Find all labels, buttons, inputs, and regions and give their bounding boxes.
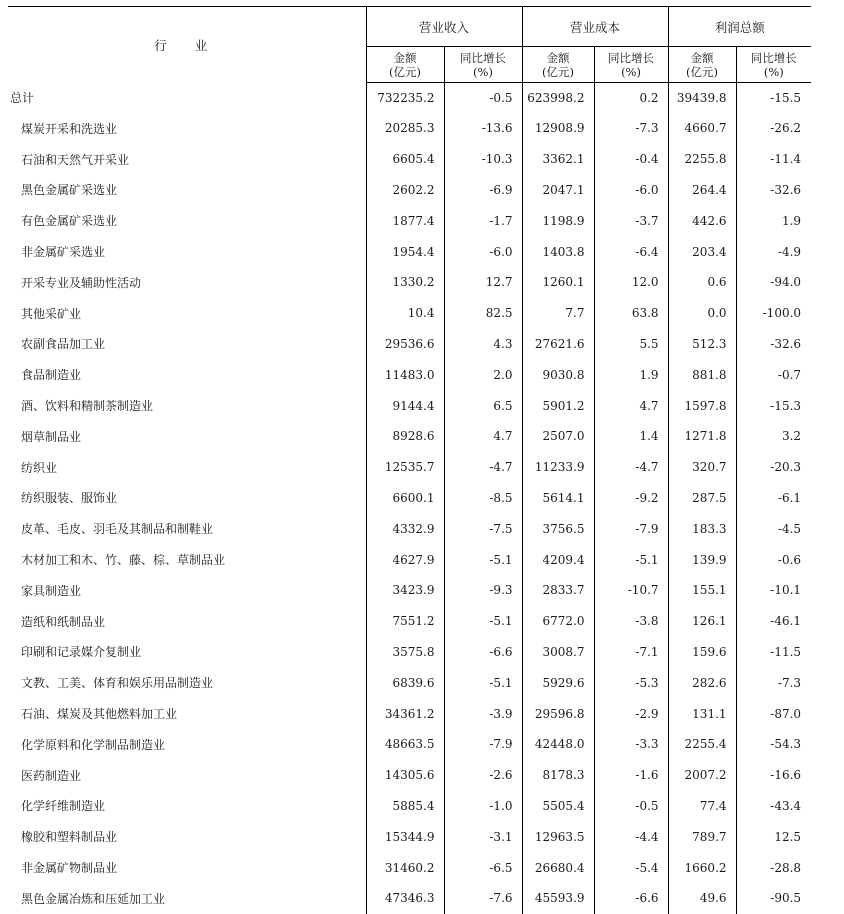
table-row bbox=[8, 637, 811, 668]
revenue-amount-header: 金额 (亿元) bbox=[366, 47, 444, 83]
revenue-growth-cell: -1.7 bbox=[444, 205, 522, 236]
cost-growth-cell: -3.7 bbox=[594, 205, 668, 236]
cost-growth-cell: -0.5 bbox=[594, 791, 668, 822]
profit-growth-cell: -4.9 bbox=[777, 244, 802, 259]
cost-amount-cell: 2047.1 bbox=[522, 175, 594, 206]
profit-growth-cell: -90.5 bbox=[770, 891, 802, 906]
cost-growth-cell: -9.2 bbox=[594, 483, 668, 514]
profit-group-header: 利润总额 bbox=[668, 7, 811, 47]
profit-amount-cell: 203.4 bbox=[668, 236, 736, 267]
cost-growth-cell: -4.4 bbox=[594, 821, 668, 852]
cost-amount-cell: 623998.2 bbox=[522, 83, 594, 114]
industry-name-cell: 纺织业 bbox=[8, 452, 366, 483]
cost-growth-cell: -6.0 bbox=[594, 175, 668, 206]
profit-growth-cell: -15.5 bbox=[770, 91, 802, 105]
cost-growth-cell: -1.6 bbox=[594, 760, 668, 791]
profit-growth-cell: -6.1 bbox=[777, 490, 802, 505]
profit-amount-cell: 789.7 bbox=[668, 821, 736, 852]
industry-name-cell: 开采专业及辅助性活动 bbox=[8, 267, 366, 298]
revenue-growth-cell: -7.6 bbox=[444, 883, 522, 914]
cost-amount-cell: 12963.5 bbox=[522, 821, 594, 852]
revenue-amount-cell: 8928.6 bbox=[366, 421, 444, 452]
revenue-growth-cell: 4.3 bbox=[444, 329, 522, 360]
profit-growth-cell: -7.3 bbox=[777, 675, 802, 690]
profit-growth-cell: 3.2 bbox=[781, 429, 802, 444]
cost-growth-cell: -6.4 bbox=[594, 236, 668, 267]
industry-name-cell: 黑色金属矿采选业 bbox=[8, 175, 366, 206]
cost-growth-cell: 0.2 bbox=[594, 83, 668, 114]
industry-name-cell: 纺织服装、服饰业 bbox=[8, 483, 366, 514]
profit-amount-cell: 139.9 bbox=[668, 544, 736, 575]
profit-amount-cell: 2255.8 bbox=[668, 144, 736, 175]
profit-growth-cell: -0.6 bbox=[777, 552, 802, 567]
industry-column-header: 行 业 bbox=[8, 7, 366, 83]
profit-growth-cell: -43.4 bbox=[770, 798, 802, 813]
cost-amount-cell: 1403.8 bbox=[522, 236, 594, 267]
profit-growth-cell: -32.6 bbox=[770, 182, 802, 197]
profit-growth-cell: 1.9 bbox=[781, 213, 802, 228]
cost-growth-cell: -7.9 bbox=[594, 513, 668, 544]
table-row bbox=[8, 144, 811, 175]
profit-growth-cell: -54.3 bbox=[770, 737, 802, 752]
revenue-growth-cell: -10.3 bbox=[444, 144, 522, 175]
revenue-amount-cell: 34361.2 bbox=[366, 698, 444, 729]
industry-name-cell: 非金属矿采选业 bbox=[8, 236, 366, 267]
revenue-growth-header: 同比增长 (%) bbox=[444, 47, 522, 83]
revenue-amount-cell: 9144.4 bbox=[366, 390, 444, 421]
profit-growth-cell: -10.1 bbox=[770, 583, 802, 598]
cost-amount-cell: 11233.9 bbox=[522, 452, 594, 483]
profit-amount-cell: 1271.8 bbox=[668, 421, 736, 452]
cost-amount-cell: 2833.7 bbox=[522, 575, 594, 606]
profit-growth-cell: -0.7 bbox=[777, 367, 802, 382]
cost-amount-cell: 5614.1 bbox=[522, 483, 594, 514]
table-row bbox=[8, 606, 811, 637]
revenue-amount-cell: 7551.2 bbox=[366, 606, 444, 637]
revenue-amount-cell: 2602.2 bbox=[366, 175, 444, 206]
revenue-growth-cell: -8.5 bbox=[444, 483, 522, 514]
profit-amount-cell: 264.4 bbox=[668, 175, 736, 206]
revenue-growth-cell: 4.7 bbox=[444, 421, 522, 452]
revenue-amount-cell: 1877.4 bbox=[366, 205, 444, 236]
profit-growth-cell: -87.0 bbox=[770, 706, 802, 721]
industry-name-cell: 石油、煤炭及其他燃料加工业 bbox=[8, 698, 366, 729]
table-row bbox=[8, 544, 811, 575]
revenue-growth-cell: -5.1 bbox=[444, 606, 522, 637]
table-row bbox=[8, 513, 811, 544]
revenue-amount-cell: 14305.6 bbox=[366, 760, 444, 791]
industry-name-cell: 文教、工美、体育和娱乐用品制造业 bbox=[8, 667, 366, 698]
profit-growth-cell: -46.1 bbox=[770, 614, 802, 629]
cost-growth-header: 同比增长 (%) bbox=[594, 47, 668, 83]
table-body bbox=[8, 83, 811, 914]
profit-growth-cell: -20.3 bbox=[770, 460, 802, 475]
revenue-growth-cell: -5.1 bbox=[444, 544, 522, 575]
cost-amount-cell: 1198.9 bbox=[522, 205, 594, 236]
revenue-amount-cell: 48663.5 bbox=[366, 729, 444, 760]
table-row bbox=[8, 175, 811, 206]
profit-growth-cell: -15.3 bbox=[770, 398, 802, 413]
cost-growth-cell: -3.3 bbox=[594, 729, 668, 760]
industry-name-cell: 黑色金属冶炼和压延加工业 bbox=[8, 883, 366, 914]
profit-amount-cell: 0.0 bbox=[668, 298, 736, 329]
industry-name-cell: 皮革、毛皮、羽毛及其制品和制鞋业 bbox=[8, 513, 366, 544]
revenue-amount-cell: 1330.2 bbox=[366, 267, 444, 298]
cost-amount-cell: 2507.0 bbox=[522, 421, 594, 452]
cost-amount-cell: 3008.7 bbox=[522, 637, 594, 668]
revenue-amount-cell: 1954.4 bbox=[366, 236, 444, 267]
profit-growth-cell: -94.0 bbox=[770, 275, 802, 290]
cost-growth-cell: -7.3 bbox=[594, 113, 668, 144]
revenue-amount-cell: 20285.3 bbox=[366, 113, 444, 144]
profit-amount-cell: 1660.2 bbox=[668, 852, 736, 883]
cost-amount-cell: 5901.2 bbox=[522, 390, 594, 421]
table-row bbox=[8, 267, 811, 298]
cost-amount-cell: 4209.4 bbox=[522, 544, 594, 575]
profit-amount-cell: 282.6 bbox=[668, 667, 736, 698]
cost-growth-cell: -7.1 bbox=[594, 637, 668, 668]
industry-name-cell: 家具制造业 bbox=[8, 575, 366, 606]
revenue-amount-cell: 47346.3 bbox=[366, 883, 444, 914]
revenue-growth-cell: -3.9 bbox=[444, 698, 522, 729]
revenue-amount-cell: 5885.4 bbox=[366, 791, 444, 822]
industry-name-cell: 食品制造业 bbox=[8, 359, 366, 390]
table-row bbox=[8, 390, 811, 421]
revenue-amount-cell: 4627.9 bbox=[366, 544, 444, 575]
profit-amount-header: 金额 (亿元) bbox=[668, 47, 736, 83]
profit-amount-cell: 320.7 bbox=[668, 452, 736, 483]
table-header bbox=[8, 7, 811, 83]
cost-growth-cell: 1.4 bbox=[594, 421, 668, 452]
cost-amount-header: 金额 (亿元) bbox=[522, 47, 594, 83]
profit-amount-cell: 131.1 bbox=[668, 698, 736, 729]
table-row bbox=[8, 483, 811, 514]
profit-growth-cell: -16.6 bbox=[770, 768, 802, 783]
industry-name-cell: 石油和天然气开采业 bbox=[8, 144, 366, 175]
cost-group-header: 营业成本 bbox=[522, 7, 668, 47]
revenue-amount-cell: 4332.9 bbox=[366, 513, 444, 544]
profit-amount-cell: 4660.7 bbox=[668, 113, 736, 144]
industry-name-cell: 化学原料和化学制品制造业 bbox=[8, 729, 366, 760]
cost-amount-cell: 3362.1 bbox=[522, 144, 594, 175]
profit-amount-cell: 287.5 bbox=[668, 483, 736, 514]
table-row bbox=[8, 698, 811, 729]
cost-amount-cell: 3756.5 bbox=[522, 513, 594, 544]
revenue-amount-cell: 29536.6 bbox=[366, 329, 444, 360]
industry-name-cell: 酒、饮料和精制茶制造业 bbox=[8, 390, 366, 421]
revenue-amount-cell: 3575.8 bbox=[366, 637, 444, 668]
industry-name-cell: 造纸和纸制品业 bbox=[8, 606, 366, 637]
table-row bbox=[8, 329, 811, 360]
cost-growth-cell: 4.7 bbox=[594, 390, 668, 421]
industry-name-cell: 总计 bbox=[8, 83, 366, 114]
cost-amount-cell: 7.7 bbox=[522, 298, 594, 329]
cost-amount-cell: 5505.4 bbox=[522, 791, 594, 822]
cost-amount-cell: 9030.8 bbox=[522, 359, 594, 390]
table-row bbox=[8, 452, 811, 483]
cost-growth-cell: -0.4 bbox=[594, 144, 668, 175]
industry-name-cell: 煤炭开采和洗选业 bbox=[8, 113, 366, 144]
profit-growth-cell: -11.4 bbox=[770, 152, 802, 167]
table-row bbox=[8, 821, 811, 852]
table-row bbox=[8, 359, 811, 390]
profit-amount-cell: 442.6 bbox=[668, 205, 736, 236]
revenue-growth-cell: -3.1 bbox=[444, 821, 522, 852]
profit-amount-cell: 183.3 bbox=[668, 513, 736, 544]
cost-amount-cell: 8178.3 bbox=[522, 760, 594, 791]
revenue-growth-cell: -7.9 bbox=[444, 729, 522, 760]
profit-amount-cell: 0.6 bbox=[668, 267, 736, 298]
cost-growth-cell: -2.9 bbox=[594, 698, 668, 729]
profit-growth-cell: -32.6 bbox=[770, 336, 802, 351]
revenue-amount-cell: 10.4 bbox=[366, 298, 444, 329]
cost-growth-cell: -4.7 bbox=[594, 452, 668, 483]
cost-amount-cell: 6772.0 bbox=[522, 606, 594, 637]
revenue-growth-cell: -2.6 bbox=[444, 760, 522, 791]
cost-growth-cell: 1.9 bbox=[594, 359, 668, 390]
revenue-growth-cell: -7.5 bbox=[444, 513, 522, 544]
cost-amount-cell: 26680.4 bbox=[522, 852, 594, 883]
profit-growth-cell: -28.8 bbox=[770, 860, 802, 875]
cost-growth-cell: 12.0 bbox=[594, 267, 668, 298]
profit-amount-cell: 2255.4 bbox=[668, 729, 736, 760]
industry-name-cell: 非金属矿物制品业 bbox=[8, 852, 366, 883]
profit-growth-cell: -26.2 bbox=[770, 121, 802, 136]
revenue-amount-cell: 12535.7 bbox=[366, 452, 444, 483]
cost-growth-cell: -10.7 bbox=[594, 575, 668, 606]
table-row bbox=[8, 298, 811, 329]
industry-name-cell: 印刷和记录媒介复制业 bbox=[8, 637, 366, 668]
profit-amount-cell: 1597.8 bbox=[668, 390, 736, 421]
revenue-growth-cell: -6.5 bbox=[444, 852, 522, 883]
profit-growth-header: 同比增长 (%) bbox=[736, 47, 811, 83]
revenue-growth-cell: -0.5 bbox=[444, 83, 522, 114]
industry-name-cell: 农副食品加工业 bbox=[8, 329, 366, 360]
revenue-amount-cell: 15344.9 bbox=[366, 821, 444, 852]
table-row bbox=[8, 852, 811, 883]
industry-statistics-table bbox=[8, 6, 811, 914]
revenue-growth-cell: -4.7 bbox=[444, 452, 522, 483]
table-row bbox=[8, 113, 811, 144]
cost-growth-cell: -5.1 bbox=[594, 544, 668, 575]
profit-amount-cell: 512.3 bbox=[668, 329, 736, 360]
cost-amount-cell: 5929.6 bbox=[522, 667, 594, 698]
table-row bbox=[8, 667, 811, 698]
profit-amount-cell: 39439.8 bbox=[668, 83, 736, 114]
table-row bbox=[8, 760, 811, 791]
table-row bbox=[8, 791, 811, 822]
revenue-amount-cell: 6600.1 bbox=[366, 483, 444, 514]
table-row bbox=[8, 421, 811, 452]
revenue-amount-cell: 31460.2 bbox=[366, 852, 444, 883]
profit-amount-cell: 155.1 bbox=[668, 575, 736, 606]
profit-amount-cell: 49.6 bbox=[668, 883, 736, 914]
industry-name-cell: 化学纤维制造业 bbox=[8, 791, 366, 822]
table-row bbox=[8, 575, 811, 606]
industry-name-cell: 其他采矿业 bbox=[8, 298, 366, 329]
industry-name-cell: 橡胶和塑料制品业 bbox=[8, 821, 366, 852]
revenue-growth-cell: -6.0 bbox=[444, 236, 522, 267]
table-row bbox=[8, 83, 811, 114]
profit-growth-cell: -11.5 bbox=[770, 644, 802, 659]
profit-amount-cell: 881.8 bbox=[668, 359, 736, 390]
cost-growth-cell: 5.5 bbox=[594, 329, 668, 360]
revenue-amount-cell: 11483.0 bbox=[366, 359, 444, 390]
revenue-growth-cell: -13.6 bbox=[444, 113, 522, 144]
industry-name-cell: 木材加工和木、竹、藤、棕、草制品业 bbox=[8, 544, 366, 575]
revenue-growth-cell: -6.9 bbox=[444, 175, 522, 206]
revenue-amount-cell: 6839.6 bbox=[366, 667, 444, 698]
revenue-growth-cell: 2.0 bbox=[444, 359, 522, 390]
cost-growth-cell: -3.8 bbox=[594, 606, 668, 637]
revenue-growth-cell: 6.5 bbox=[444, 390, 522, 421]
revenue-amount-cell: 3423.9 bbox=[366, 575, 444, 606]
revenue-amount-cell: 732235.2 bbox=[366, 83, 444, 114]
revenue-growth-cell: -5.1 bbox=[444, 667, 522, 698]
profit-amount-cell: 2007.2 bbox=[668, 760, 736, 791]
industry-name-cell: 有色金属矿采选业 bbox=[8, 205, 366, 236]
table-row bbox=[8, 883, 811, 914]
profit-growth-cell: -4.5 bbox=[777, 521, 802, 536]
cost-amount-cell: 45593.9 bbox=[522, 883, 594, 914]
cost-growth-cell: 63.8 bbox=[594, 298, 668, 329]
revenue-group-header: 营业收入 bbox=[366, 7, 522, 47]
revenue-growth-cell: 12.7 bbox=[444, 267, 522, 298]
industry-name-cell: 医药制造业 bbox=[8, 760, 366, 791]
cost-growth-cell: -5.4 bbox=[594, 852, 668, 883]
profit-amount-cell: 159.6 bbox=[668, 637, 736, 668]
cost-amount-cell: 42448.0 bbox=[522, 729, 594, 760]
profit-growth-cell: 12.5 bbox=[774, 829, 802, 844]
cost-amount-cell: 1260.1 bbox=[522, 267, 594, 298]
cost-growth-cell: -6.6 bbox=[594, 883, 668, 914]
cost-amount-cell: 27621.6 bbox=[522, 329, 594, 360]
profit-amount-cell: 126.1 bbox=[668, 606, 736, 637]
industry-name-cell: 烟草制品业 bbox=[8, 421, 366, 452]
table-row bbox=[8, 236, 811, 267]
profit-growth-cell: -100.0 bbox=[762, 306, 802, 321]
profit-amount-cell: 77.4 bbox=[668, 791, 736, 822]
revenue-amount-cell: 6605.4 bbox=[366, 144, 444, 175]
table-row bbox=[8, 205, 811, 236]
revenue-growth-cell: 82.5 bbox=[444, 298, 522, 329]
cost-amount-cell: 29596.8 bbox=[522, 698, 594, 729]
revenue-growth-cell: -1.0 bbox=[444, 791, 522, 822]
revenue-growth-cell: -6.6 bbox=[444, 637, 522, 668]
cost-amount-cell: 12908.9 bbox=[522, 113, 594, 144]
table-row bbox=[8, 729, 811, 760]
revenue-growth-cell: -9.3 bbox=[444, 575, 522, 606]
cost-growth-cell: -5.3 bbox=[594, 667, 668, 698]
